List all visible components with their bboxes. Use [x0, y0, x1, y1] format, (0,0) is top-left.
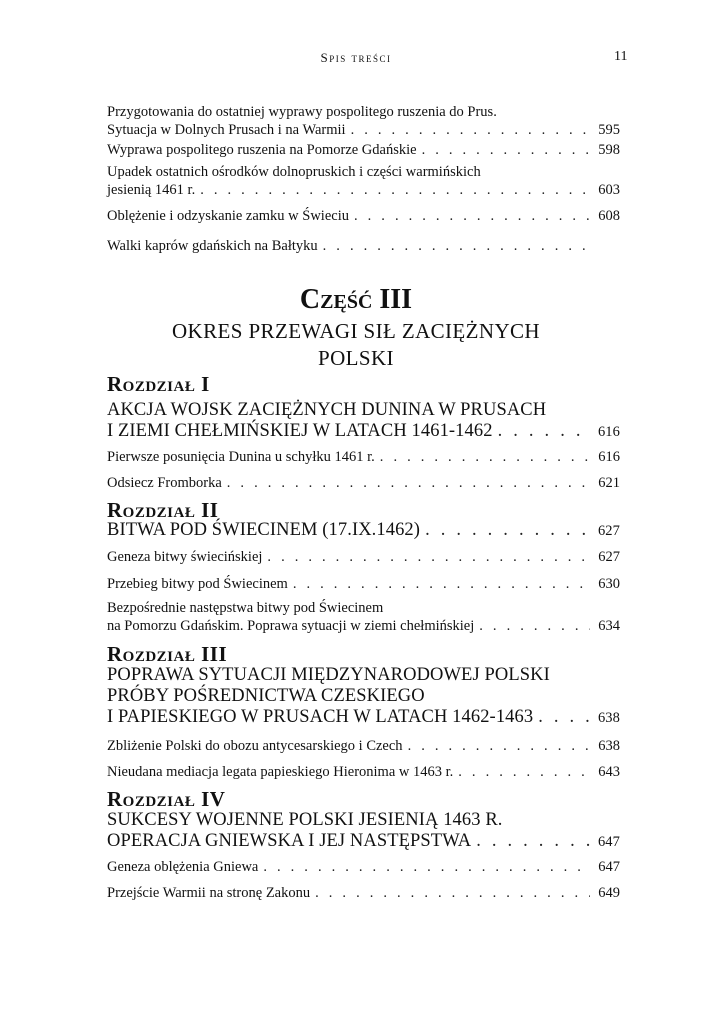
dot-leader	[380, 448, 590, 466]
chapter-title	[107, 520, 620, 542]
toc-entry-text: Przejście Warmii na stronę Zakonu	[107, 885, 311, 901]
chapter-title	[107, 400, 620, 443]
dot-leader	[425, 520, 590, 541]
toc-entry	[107, 141, 620, 159]
toc-entry	[107, 103, 620, 139]
toc-entry-page: 647	[598, 859, 620, 875]
chapter-page: 627	[597, 523, 620, 539]
toc-entry	[107, 163, 620, 199]
toc-entry-text: Pierwsze posunięcia Dunina u schyłku 1461 r.	[107, 449, 375, 465]
dot-leader	[227, 474, 590, 492]
chapter-title-line: OPERACJA GNIEWSKA I JEJ NASTĘPSTWA	[107, 831, 472, 851]
dot-leader	[538, 707, 590, 728]
dot-leader	[408, 737, 590, 755]
toc-entry-page: 608	[598, 208, 620, 224]
chapter-title-line: BITWA POD ŚWIECINEM (17.IX.1462)	[107, 520, 421, 540]
toc-entry	[107, 237, 620, 255]
toc-entry-text: Sytuacja w Dolnych Prusach i na Warmii	[107, 122, 346, 138]
toc-entry-page: 630	[598, 576, 620, 592]
toc-entry-page: 649	[598, 885, 620, 901]
chapter-title-line: SUKCESY WOJENNE POLSKI JESIENIĄ 1463 R.	[107, 810, 503, 830]
chapter-page: 647	[597, 834, 620, 850]
toc-entry	[107, 207, 620, 225]
toc-entry	[107, 474, 620, 492]
chapter-page: 616	[597, 424, 620, 440]
toc-entry-text: Przygotowania do ostatniej wyprawy pospolitego ruszenia do Prus.	[107, 104, 497, 120]
chapter-label: Rozdział I	[107, 372, 210, 396]
dot-leader	[498, 421, 590, 442]
chapter-title-line: I PAPIESKIEGO W PRUSACH W LATACH 1462-1463	[107, 707, 534, 727]
dot-leader	[479, 617, 590, 635]
running-header-page-number: 11	[614, 49, 628, 64]
chapter-label: Rozdział II	[107, 498, 219, 522]
dot-leader	[476, 831, 590, 852]
part-subtitle-line: POLSKI	[318, 346, 394, 370]
chapter-title	[107, 810, 620, 853]
dot-leader	[354, 207, 590, 225]
toc-entry-page: 621	[598, 475, 620, 491]
chapter-title-line: PRÓBY POŚREDNICTWA CZESKIEGO	[107, 686, 425, 706]
toc-entry-page: 627	[598, 549, 620, 565]
dot-leader	[315, 884, 590, 902]
part-subtitle	[0, 318, 712, 372]
chapter-title-line: POPRAWA SYTUACJI MIĘDZYNARODOWEJ POLSKI	[107, 665, 550, 685]
chapter-label: Rozdział IV	[107, 787, 226, 811]
toc-entry-page: 603	[598, 182, 620, 198]
dot-leader	[422, 141, 590, 159]
toc-entry-text: Oblężenie i odzyskanie zamku w Świeciu	[107, 208, 349, 224]
toc-entry-page: 634	[598, 618, 620, 634]
chapter-page: 638	[597, 710, 620, 726]
dot-leader	[200, 181, 590, 199]
toc-entry	[107, 599, 620, 635]
dot-leader	[351, 121, 590, 139]
toc-entry-text: Zbliżenie Polski do obozu antycesarskiego i Czech	[107, 738, 403, 754]
dot-leader	[267, 548, 590, 566]
toc-entry-text: Walki kaprów gdańskich na Bałtyku	[107, 238, 318, 254]
dot-leader	[323, 237, 590, 255]
toc-entry-text: jesienią 1461 r.	[107, 182, 196, 198]
toc-entry-text: Upadek ostatnich ośrodków dolnopruskich i części warmińskich	[107, 164, 481, 180]
toc-entry-page: 638	[598, 738, 620, 754]
toc-entry-text: Geneza bitwy świecińskiej	[107, 549, 263, 565]
toc-entry-text: Geneza oblężenia Gniewa	[107, 859, 259, 875]
toc-entry-text: na Pomorzu Gdańskim. Poprawa sytuacji w ziemi chełmińskiej	[107, 618, 475, 634]
part-subtitle-line: OKRES PRZEWAGI SIŁ ZACIĘŻNYCH	[171, 319, 540, 343]
toc-entry-page: 616	[598, 449, 620, 465]
toc-entry	[107, 737, 620, 755]
chapter-title-line: I ZIEMI CHEŁMIŃSKIEJ W LATACH 1461-1462	[107, 421, 493, 441]
toc-entry-text: Wyprawa pospolitego ruszenia na Pomorze Gdańskie	[107, 142, 417, 158]
toc-entry	[107, 448, 620, 466]
toc-entry-page: 598	[598, 142, 620, 158]
toc-entry-page: 643	[598, 764, 620, 780]
toc-entry-text: Nieudana mediacja legata papieskiego Hieronima w 1463 r.	[107, 764, 454, 780]
toc-entry-text: Odsiecz Fromborka	[107, 475, 222, 491]
toc-entry	[107, 575, 620, 593]
dot-leader	[293, 575, 590, 593]
running-header-title: Spis treści	[320, 50, 392, 65]
dot-leader	[458, 763, 590, 781]
toc-entry	[107, 763, 620, 781]
chapter-label: Rozdział III	[107, 642, 228, 666]
toc-entry-text: Bezpośrednie następstwa bitwy pod Świecinem	[107, 600, 384, 616]
toc-entry	[107, 884, 620, 902]
toc-entry	[107, 858, 620, 876]
part-title: Część III	[299, 284, 413, 315]
chapter-title-line: AKCJA WOJSK ZACIĘŻNYCH DUNINA W PRUSACH	[107, 400, 547, 420]
chapter-title	[107, 665, 620, 729]
toc-entry	[107, 548, 620, 566]
dot-leader	[263, 858, 590, 876]
toc-entry-text: Przebieg bitwy pod Świecinem	[107, 576, 288, 592]
toc-entry-page: 595	[598, 122, 620, 138]
